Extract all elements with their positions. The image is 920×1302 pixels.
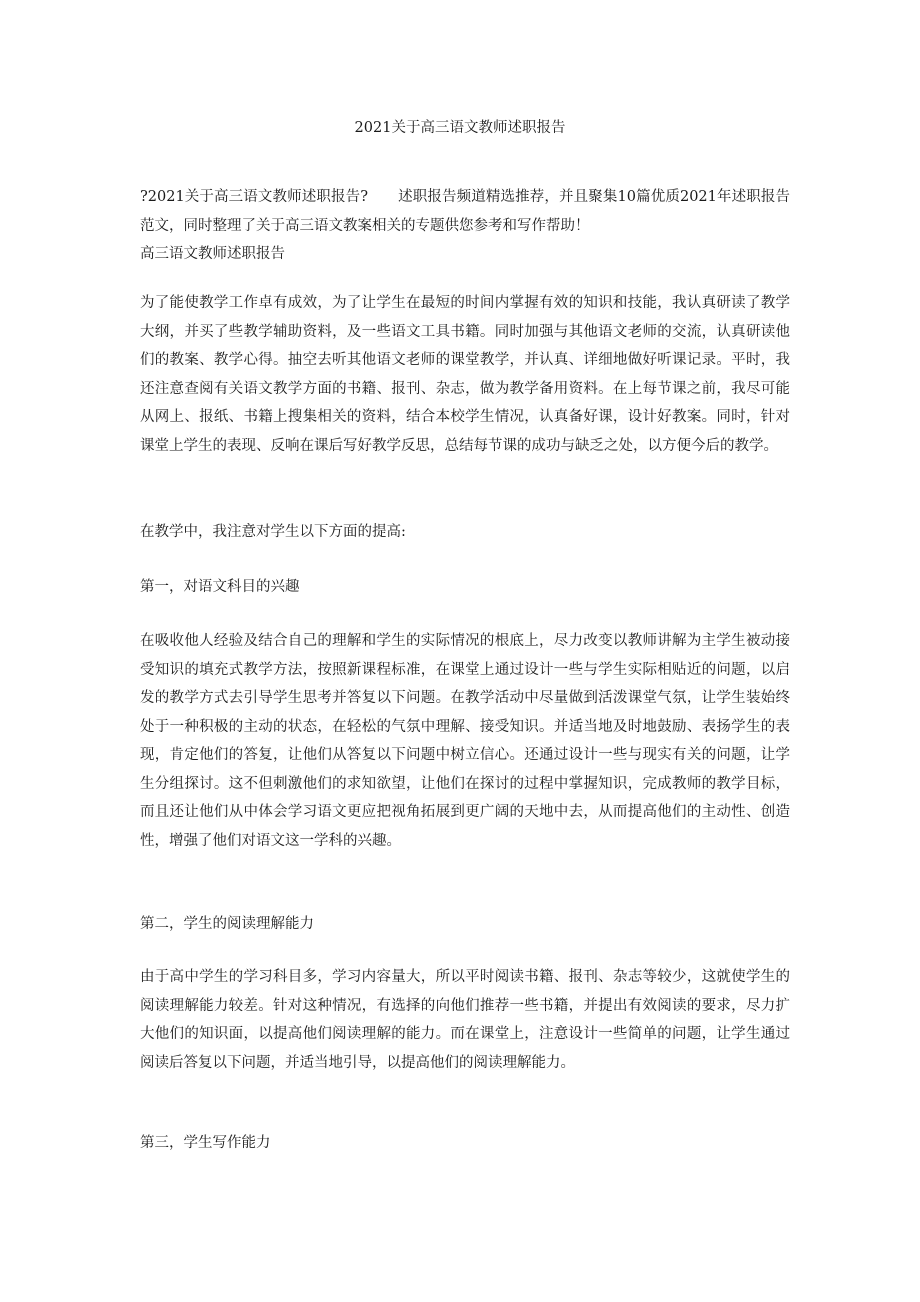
intro-subtitle: 高三语文教师述职报告 — [140, 246, 285, 262]
section-heading-1: 第一，对语文科目的兴趣 — [140, 579, 300, 595]
section-heading-3: 第三，学生写作能力 — [140, 1135, 271, 1151]
intro-rest: 述职报告频道精选推荐，并且聚集10篇优质2021年述职报告范文，同时整理了关于高三语文教案相关的专题供您参考和写作帮助！ — [140, 189, 790, 234]
section-heading-2: 第二，学生的阅读理解能力 — [140, 916, 314, 932]
intro-question: ?2021关于高三语文教师述职报告? — [140, 189, 369, 205]
body-paragraph-2: 在教学中，我注意对学生以下方面的提高: — [140, 524, 406, 540]
body-paragraph-4: 由于高中学生的学习科目多，学习内容量大，所以平时阅读书籍、报刊、杂志等较少，这就使学生的阅读理解能力较差。针对这种情况，有选择的向他们推荐一些书籍，并提出有效阅读的要求，尽力扩大他们的知识面，以提高他们阅读理解的能力。而在课堂上，注意设计一些简单的问题，让学生通过阅读后答复以下问题，并适当地引导，以提高他们的阅读理解能力。 — [140, 969, 790, 1071]
intro-paragraph — [140, 183, 790, 240]
document-title: 2021关于高三语文教师述职报告 — [354, 120, 566, 136]
body-paragraph-3: 在吸收他人经验及结合自己的理解和学生的实际情况的根底上，尽力改变以教师讲解为主学生被动接受知识的填充式教学方法，按照新课程标准，在课堂上通过设计一些与学生实际相贴近的问题，以启发的教学方式去引导学生思考并答复以下问题。在教学活动中尽量做到活泼课堂气氛，让学生装始终处于一种积极的主动的状态，在轻松的气氛中理解、接受知识。并适当地及时地鼓励、表扬学生的表现，肯定他们的答复，让他们从答复以下问题中树立信心。还通过设计一些与现实有关的问题，让学生分组探讨。这不但刺激他们的求知欲望，让他们在探讨的过程中掌握知识，完成教师的教学目标，而且还让他们从中体会学习语文更应把视角拓展到更广阔的天地中去，从而提高他们的主动性、创造性，增强了他们对语文这一学科的兴趣。 — [140, 633, 790, 849]
body-paragraph-1: 为了能使教学工作卓有成效，为了让学生在最短的时间内掌握有效的知识和技能，我认真研读了教学大纲，并买了些教学辅助资料，及一些语文工具书籍。同时加强与其他语文老师的交流，认真研读他们的教案、教学心得。抽空去听其他语文老师的课堂教学，并认真、详细地做好听课记录。平时，我还注意查阅有关语文教学方面的书籍、报刊、杂志，做为教学备用资料。在上每节课之前，我尽可能从网上、报纸、书籍上搜集相关的资料，结合本校学生情况，认真备好课，设计好教案。同时，针对课堂上学生的表现、反响在课后写好教学反思，总结每节课的成功与缺乏之处，以方便今后的教学。 — [140, 295, 790, 454]
